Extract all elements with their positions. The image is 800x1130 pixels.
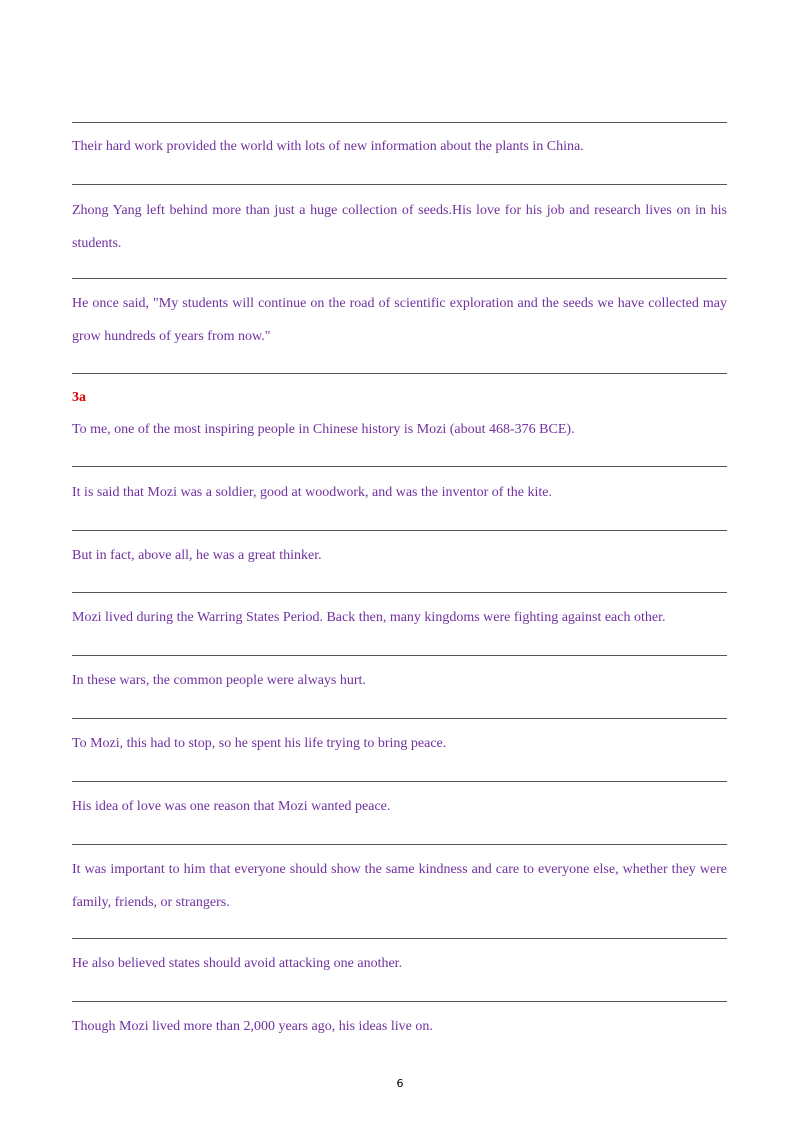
answer-line (72, 781, 727, 782)
answer-line (72, 530, 727, 531)
answer-line (72, 938, 727, 939)
sentence: Zhong Yang left behind more than just a huge collection of seeds.His love for his job and research lives on in his students. (72, 203, 727, 251)
sentence: He also believed states should avoid attacking one another. (72, 956, 403, 971)
answer-line (72, 592, 727, 593)
page-number: 6 (396, 1077, 404, 1090)
answer-line (72, 278, 727, 279)
answer-line (72, 1001, 727, 1002)
sentence: To Mozi, this had to stop, so he spent his life trying to bring peace. (72, 736, 447, 751)
answer-line (72, 122, 727, 123)
answer-line (72, 655, 727, 656)
answer-line (72, 844, 727, 845)
section-heading: 3a (72, 390, 86, 405)
sentence: To me, one of the most inspiring people in Chinese history is Mozi (about 468-376 BCE). (72, 422, 575, 437)
sentence: It was important to him that everyone should show the same kindness and care to everyone else, whether they were family, friends, or strangers. (72, 862, 727, 910)
answer-line (72, 373, 727, 374)
answer-line (72, 184, 727, 185)
sentence: Their hard work provided the world with lots of new information about the plants in China. (72, 139, 584, 154)
answer-line (72, 466, 727, 467)
sentence: It is said that Mozi was a soldier, good at woodwork, and was the inventor of the kite. (72, 485, 553, 500)
sentence: But in fact, above all, he was a great thinker. (72, 548, 322, 563)
sentence: Though Mozi lived more than 2,000 years ago, his ideas live on. (72, 1019, 433, 1034)
sentence: He once said, "My students will continue on the road of scientific exploration and the seeds we have collected may grow hundreds of years from now." (72, 296, 727, 344)
sentence: Mozi lived during the Warring States Period. Back then, many kingdoms were fighting against each other. (72, 610, 666, 625)
answer-line (72, 718, 727, 719)
sentence: In these wars, the common people were always hurt. (72, 673, 366, 688)
sentence: His idea of love was one reason that Mozi wanted peace. (72, 799, 391, 814)
